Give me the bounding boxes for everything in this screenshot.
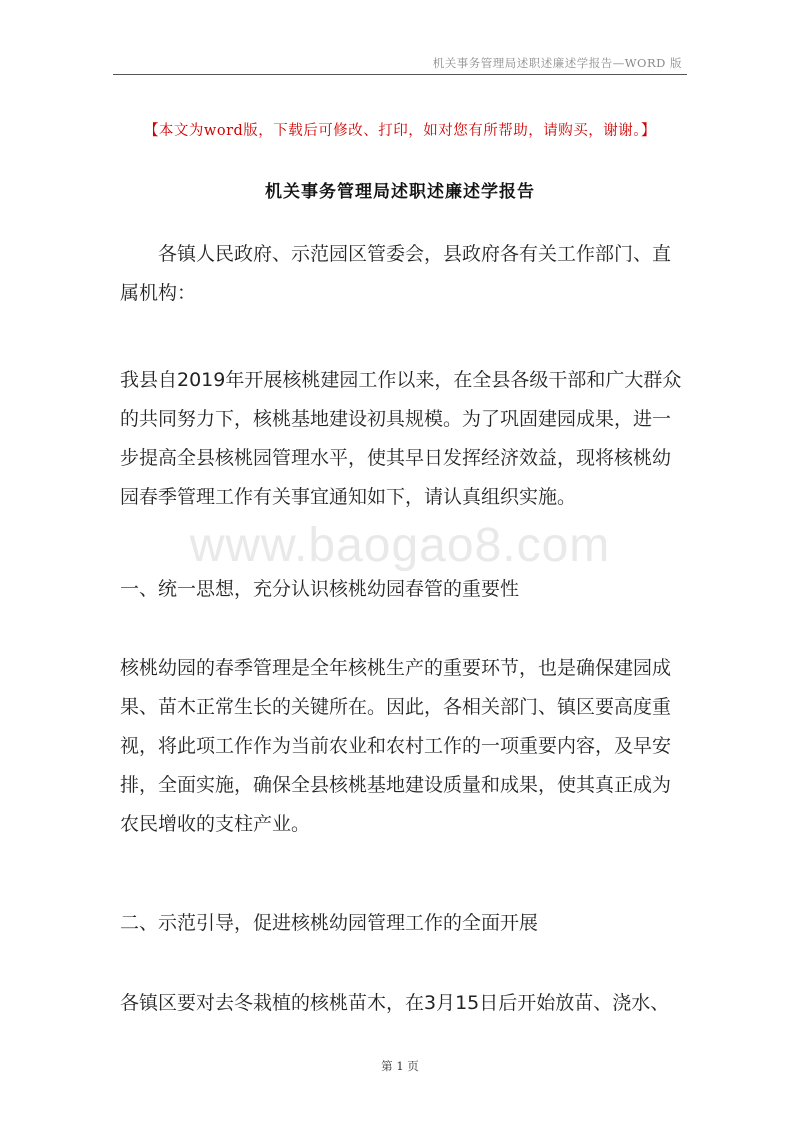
purchase-notice: 【本文为word版，下载后可修改、打印，如对您有所帮助，请购买，谢谢。】 [143,123,657,139]
section-2-paragraph: 各镇区要对去冬栽植的核桃苗木，在3月15日后开始放苗、浇水、 [120,992,670,1014]
section-heading-1: 一、统一思想，充分认识核桃幼园春管的重要性 [120,578,520,600]
watermark: www.baogao8.com [189,519,611,572]
salutation-paragraph: 各镇人民政府、示范园区管委会，县政府各有关工作部门、直属机构： [120,243,672,304]
section-heading-2: 二、示范引导，促进核桃幼园管理工作的全面开展 [120,912,539,934]
intro-paragraph: 我县自2019年开展核桃建园工作以来，在全县各级干部和广大群众的共同努力下，核桃基地建设初具规模。为了巩固建园成果，进一步提高全县核桃园管理水平，使其早日发挥经济效益，现将核桃幼园春季管理工作有关事宜通知如下，请认真组织实施。 [120,369,682,508]
section-1-paragraph: 核桃幼园的春季管理是全年核桃生产的重要环节，也是确保建园成果、苗木正常生长的关键所在。因此，各相关部门、镇区要高度重视，将此项工作作为当前农业和农村工作的一项重要内容，及早安排，全面实施，确保全县核桃基地建设质量和成果，使其真正成为农民增收的支柱产业。 [120,657,672,835]
document-title: 机关事务管理局述职述廉述学报告 [265,182,535,202]
header-divider [113,74,687,75]
page-number: 第 1 页 [381,1059,419,1073]
running-header: 机关事务管理局述职述廉述学报告—WORD 版 [432,56,682,70]
